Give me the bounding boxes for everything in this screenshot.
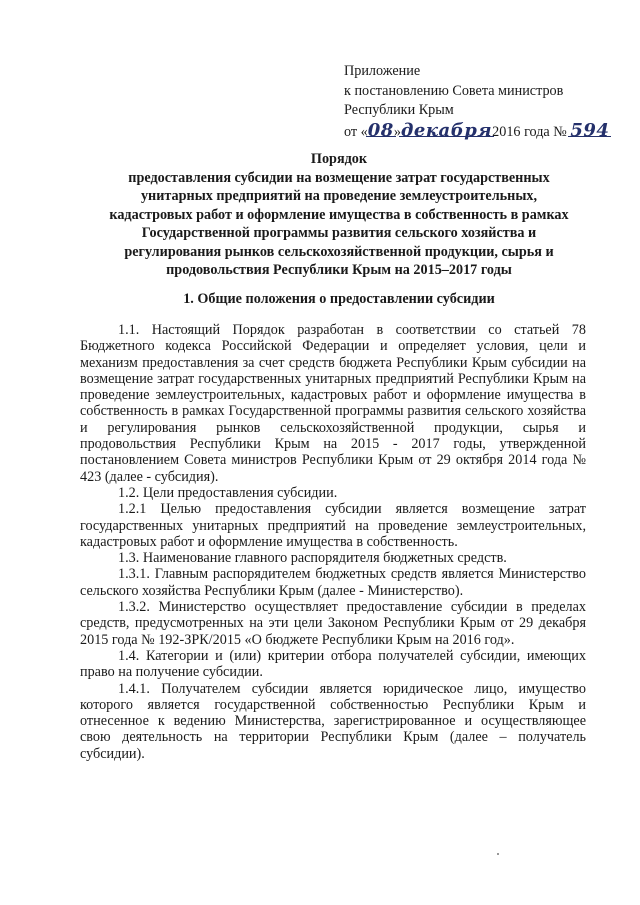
title-line: Государственной программы развития сельского хозяйства и xyxy=(141,225,537,241)
document-body xyxy=(80,322,586,762)
handwritten-month: декабря xyxy=(400,119,493,141)
title-line: регулирования рынков сельскохозяйственной продукции, сырья и xyxy=(124,243,554,260)
appendix-date-line xyxy=(344,121,609,143)
title-line: унитарных предприятий на проведение землеустроительных, xyxy=(140,188,538,204)
appendix-resolution-line: к постановлению Совета министров xyxy=(344,82,564,99)
date-prefix: от « xyxy=(344,123,368,140)
title-heading: Порядок xyxy=(310,151,368,167)
title-line: продовольствия Республики Крым на 2015–2017 годы xyxy=(166,262,512,278)
handwritten-day: 08 xyxy=(367,119,394,141)
title-line: предоставления субсидии на возмещение затрат государственных xyxy=(128,169,550,186)
document-title xyxy=(96,150,582,280)
appendix-label: Приложение xyxy=(344,63,421,79)
paragraph-1-2: 1.2. Цели предоставления субсидии. xyxy=(118,484,338,501)
section-heading: 1. Общие положения о предоставлении субсидии xyxy=(183,291,495,307)
title-line: кадастровых работ и оформление имущества в собственность в рамках xyxy=(109,206,569,223)
year-text: 2016 года № xyxy=(492,123,567,140)
appendix-header xyxy=(344,62,609,142)
paragraph-1-1: 1.1. Настоящий Порядок разработан в соответствии со статьей 78 Бюджетного кодекса Российской Федерации и определяет условия, цели и механизм предоставления за счет средств бюджета Республики Крым субсидии на возмещение затрат государственных унитарных предприятий Республики Крым на проведение землеустроительных, кадастровых работ и оформление имущества в собственность в рамках Государственной программы развития сельского хозяйства и регулирования рынков сельскохозяйственной продукции, сырья и продовольствия Республики Крым на 2015 - 2017 годы, утвержденной постановлением Совета министров Республики Крым от 29 октября 2014 года № 423 (далее - субсидия). xyxy=(80,322,586,485)
paragraph-1-4: 1.4. Категории и (или) критерии отбора получателей субсидии, имеющих право на получение субсидии. xyxy=(80,647,586,681)
paragraph-1-3: 1.3. Наименование главного распорядителя бюджетных средств. xyxy=(118,550,507,567)
paragraph-1-3-2: 1.3.2. Министерство осуществляет предоставление субсидии в пределах средств, предусмотренных на эти цели Законом Республики Крым от 29 декабря 2015 года № 192-ЗРК/2015 «О бюджете Республики Крым на 2016 год». xyxy=(80,599,586,648)
paragraph-1-2-1: 1.2.1 Целью предоставления субсидии является возмещение затрат государственных унитарных предприятий на проведение землеустроительных, кадастровых работ и оформление имущества в собственность. xyxy=(80,501,586,550)
date-quote-close: » xyxy=(393,123,401,140)
paragraph-1-3-1: 1.3.1. Главным распорядителем бюджетных средств является Министерство сельского хозяйства Республики Крым (далее - Министерство). xyxy=(80,566,586,599)
paragraph-1-4-1: 1.4.1. Получателем субсидии является юридическое лицо, имущество которого является государственной собственностью Республики Крым и отнесенное к ведению Министерства, зарегистрированное и осуществляющее свою деятельность на территории Республики Крым (далее – получатель субсидии). xyxy=(80,680,586,762)
handwritten-number: 594 xyxy=(570,119,610,141)
scan-speck xyxy=(497,853,499,855)
appendix-republic-line: Республики Крым xyxy=(344,102,454,118)
